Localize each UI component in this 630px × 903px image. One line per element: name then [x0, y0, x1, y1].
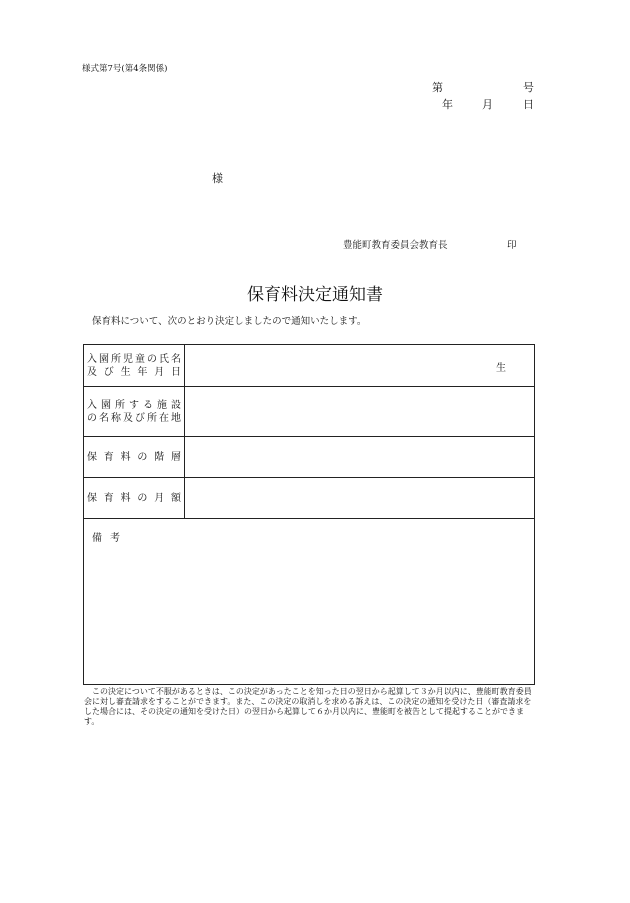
table-row	[84, 478, 535, 519]
recipient-honorific: 様	[212, 172, 223, 185]
remarks-section	[84, 519, 535, 685]
date-year-label: 年	[442, 98, 453, 111]
sender-name: 豊能町教育委員会教育長	[343, 240, 448, 251]
child-name-birthdate-label	[84, 345, 185, 387]
label-line: 入 園 所 す る 施 設	[87, 399, 181, 411]
monthly-fee-label	[84, 478, 185, 519]
table-row	[84, 437, 535, 478]
date-month-label: 月	[482, 98, 493, 111]
fee-tier-label	[84, 437, 185, 478]
form-number: 様式第7号(第4条関係)	[82, 64, 168, 74]
appeal-notice: この決定について不服があるときは、この決定があったことを知った日の翌日から起算して３か月以内に、豊能町教育委員会に対し審査請求をすることができます。また、この決定の取消しを求める訴えは、この決定の通知を受けた日（審査請求をした場合には、その決定の通知を受けた日）の翌日から起算して６か月以内に、豊能町を被告として提起することができます。	[84, 687, 532, 726]
intro-text: 保育料について、次のとおり決定しましたので通知いたします。	[92, 316, 367, 327]
table-row	[84, 345, 535, 387]
date-day-label: 日	[523, 98, 534, 111]
table-row	[84, 519, 535, 685]
facility-label	[84, 387, 185, 437]
label-line: 保 育 料 の 月 額	[87, 492, 181, 504]
birth-suffix: 生	[496, 363, 506, 374]
seal-mark: 印	[507, 240, 517, 251]
fee-tier-field	[185, 437, 535, 478]
notice-table	[83, 344, 535, 685]
monthly-fee-field	[185, 478, 535, 519]
remarks-label: 備考	[92, 533, 128, 544]
label-line: の名称及び所在地	[87, 412, 181, 424]
document-number-suffix: 号	[523, 81, 534, 94]
label-line: 及 び 生 年 月 日	[87, 366, 181, 378]
table-row	[84, 387, 535, 437]
label-line: 入園所児童の氏名	[87, 353, 181, 365]
document-number-prefix: 第	[432, 81, 443, 94]
document-title: 保育料決定通知書	[247, 285, 383, 305]
child-name-birthdate-field	[185, 345, 535, 387]
facility-field	[185, 387, 535, 437]
label-line: 保 育 料 の 階 層	[87, 451, 181, 463]
